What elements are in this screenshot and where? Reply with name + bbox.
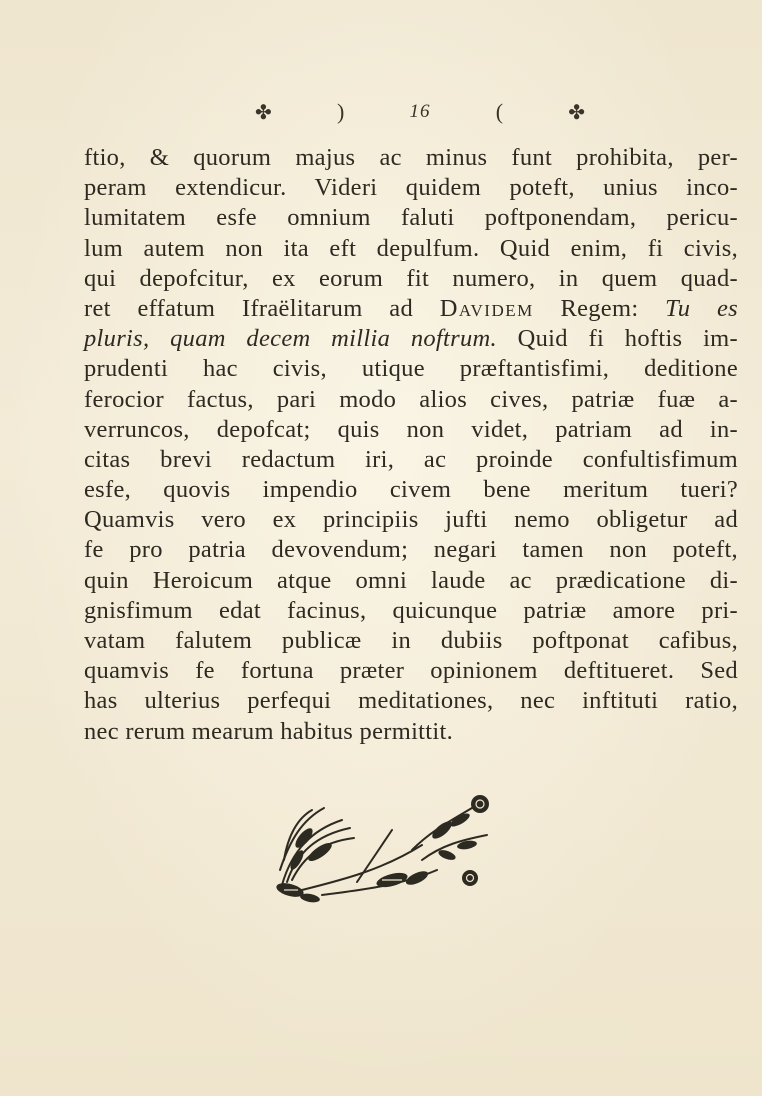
text-line: peram extendicur. Videri quidem poteft, unius inco- [84, 174, 738, 202]
text-line: quin Heroicum atque omni laude ac prædicatione di- [84, 566, 738, 594]
ornament-left-icon: ✤ [255, 101, 272, 124]
name-davidem: Davidem [439, 294, 534, 322]
text-line: ferocior factus, pari modo alios cives, patriæ fuæ a- [84, 385, 738, 413]
text-line: quamvis fe fortuna præter opinionem deftitueret. Sed [84, 657, 738, 685]
text-line: ftio, & quorum majus ac minus funt prohibita, per- [84, 144, 738, 171]
floral-vignette-icon [262, 790, 512, 910]
page-number: 16 [409, 101, 431, 122]
text-line: nec rerum mearum habitus permittit. [84, 717, 454, 745]
text-line: has ulterius perfequi meditationes, nec inftituti ratio, [84, 687, 738, 715]
line-6-middle: Regem: [533, 294, 666, 322]
header-paren-right: ( [495, 99, 504, 124]
line-6-start: ret effatum Ifraëlitarum ad [84, 294, 440, 322]
text-line [84, 324, 738, 354]
text-line: esfe, quovis impendio civem bene meritum tueri? [84, 476, 738, 504]
ornament-right-icon: ✤ [568, 101, 585, 124]
text-line: Quamvis vero ex principiis jufti nemo obligetur ad [84, 506, 738, 534]
text-line: lumitatem esfe omnium faluti poftponendam, pericu- [84, 204, 738, 232]
body-text [84, 143, 738, 747]
line-7-rest: Quid fi hoftis im- [496, 325, 738, 353]
header-paren-left: ) [336, 99, 345, 124]
text-line: lum autem non ita eft depulfum. Quid enim, fi civis, [84, 234, 738, 262]
text-line: citas brevi redactum iri, ac proinde confultisfimum [84, 445, 738, 473]
text-line: fe pro patria devovendum; negari tamen non poteft, [84, 536, 738, 564]
text-line: qui depofcitur, ex eorum fit numero, in quem quad- [84, 264, 738, 292]
text-line: gnisfimum edat facinus, quicunque patriæ amore pri- [84, 596, 738, 624]
quote-end: pluris, quam decem millia noftrum. [84, 325, 497, 353]
text-line: prudenti hac civis, utique præftantisfimi, deditione [84, 355, 738, 383]
text-line [84, 294, 738, 324]
text-line: verruncos, depofcat; quis non videt, patriam ad in- [84, 415, 738, 443]
text-line: vatam falutem publicæ in dubiis poftponat cafibus, [84, 627, 738, 654]
page-header [255, 92, 585, 132]
quote-start: Tu es [665, 294, 738, 322]
